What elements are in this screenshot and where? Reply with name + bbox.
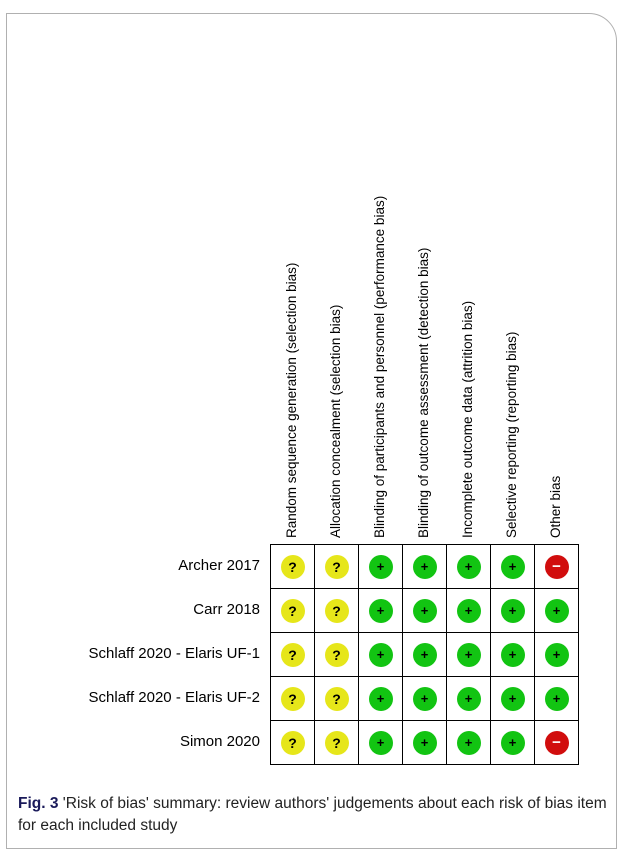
rating-cell — [535, 633, 579, 677]
rating-cell — [359, 589, 403, 633]
rating-unclear-icon: ? — [325, 555, 349, 579]
rating-cell — [403, 589, 447, 633]
rating-cell — [271, 589, 315, 633]
rating-unclear-icon: ? — [281, 643, 305, 667]
rating-cell — [315, 589, 359, 633]
rating-unclear-icon: ? — [325, 731, 349, 755]
rating-high-icon: − — [545, 555, 569, 579]
rating-low-icon: + — [457, 643, 481, 667]
rating-cell — [491, 721, 535, 765]
rating-low-icon: + — [369, 555, 393, 579]
rating-cell — [491, 589, 535, 633]
rating-low-icon: + — [369, 687, 393, 711]
rating-unclear-icon: ? — [281, 731, 305, 755]
study-label: Schlaff 2020 - Elaris UF-1 — [88, 645, 260, 662]
table-row — [271, 677, 579, 721]
rating-low-icon: + — [501, 643, 525, 667]
rating-cell — [359, 633, 403, 677]
rating-cell — [315, 545, 359, 589]
table-row — [271, 721, 579, 765]
study-label: Archer 2017 — [178, 557, 260, 574]
rating-cell — [535, 545, 579, 589]
rating-cell — [271, 677, 315, 721]
study-label: Simon 2020 — [179, 733, 260, 750]
rating-cell — [447, 721, 491, 765]
rating-cell — [271, 721, 315, 765]
rating-low-icon: + — [501, 555, 525, 579]
rating-cell — [271, 545, 315, 589]
table-row — [271, 589, 579, 633]
rating-cell — [535, 677, 579, 721]
rating-cell — [315, 721, 359, 765]
rating-cell — [491, 633, 535, 677]
rating-cell — [491, 545, 535, 589]
table-row — [271, 545, 579, 589]
rating-cell — [403, 677, 447, 721]
rating-cell — [271, 633, 315, 677]
column-header: Selective reporting (reporting bias) — [504, 331, 519, 538]
rating-cell — [403, 545, 447, 589]
rating-unclear-icon: ? — [325, 599, 349, 623]
rating-cell — [403, 633, 447, 677]
rating-low-icon: + — [413, 643, 437, 667]
rating-cell — [535, 721, 579, 765]
rating-low-icon: + — [501, 599, 525, 623]
rating-unclear-icon: ? — [281, 599, 305, 623]
rating-cell — [535, 589, 579, 633]
rating-low-icon: + — [501, 687, 525, 711]
column-header: Allocation concealment (selection bias) — [328, 304, 343, 538]
study-label: Schlaff 2020 - Elaris UF-2 — [88, 689, 260, 706]
rating-cell — [447, 589, 491, 633]
column-header: Other bias — [548, 475, 563, 538]
rating-cell — [359, 721, 403, 765]
rating-cell — [447, 545, 491, 589]
rating-unclear-icon: ? — [325, 687, 349, 711]
rating-low-icon: + — [413, 731, 437, 755]
table-row — [271, 633, 579, 677]
rating-high-icon: − — [545, 731, 569, 755]
rating-low-icon: + — [545, 687, 569, 711]
rating-cell — [315, 633, 359, 677]
rating-unclear-icon: ? — [281, 555, 305, 579]
figure-label: Fig. 3 — [18, 795, 59, 812]
rating-low-icon: + — [501, 731, 525, 755]
rating-low-icon: + — [457, 555, 481, 579]
rating-low-icon: + — [457, 599, 481, 623]
column-header: Incomplete outcome data (attrition bias) — [460, 300, 475, 538]
risk-of-bias-grid — [270, 544, 579, 765]
rating-unclear-icon: ? — [281, 687, 305, 711]
rating-low-icon: + — [369, 731, 393, 755]
column-header: Random sequence generation (selection bias) — [284, 262, 299, 538]
rating-low-icon: + — [545, 599, 569, 623]
rating-cell — [447, 633, 491, 677]
rating-cell — [491, 677, 535, 721]
rating-low-icon: + — [369, 599, 393, 623]
rating-low-icon: + — [413, 599, 437, 623]
rating-cell — [447, 677, 491, 721]
rating-low-icon: + — [413, 555, 437, 579]
rating-low-icon: + — [457, 687, 481, 711]
rating-cell — [359, 677, 403, 721]
caption-text: 'Risk of bias' summary: review authors' judgements about each risk of bias item for each included study — [18, 795, 607, 834]
rating-low-icon: + — [457, 731, 481, 755]
rating-low-icon: + — [369, 643, 393, 667]
figure-caption — [18, 793, 610, 837]
rating-low-icon: + — [413, 687, 437, 711]
rating-low-icon: + — [545, 643, 569, 667]
column-header: Blinding of outcome assessment (detection bias) — [416, 247, 431, 538]
rating-cell — [359, 545, 403, 589]
rating-unclear-icon: ? — [325, 643, 349, 667]
rating-cell — [315, 677, 359, 721]
column-header: Blinding of participants and personnel (performance bias) — [372, 195, 387, 538]
rating-cell — [403, 721, 447, 765]
study-label: Carr 2018 — [193, 601, 260, 618]
